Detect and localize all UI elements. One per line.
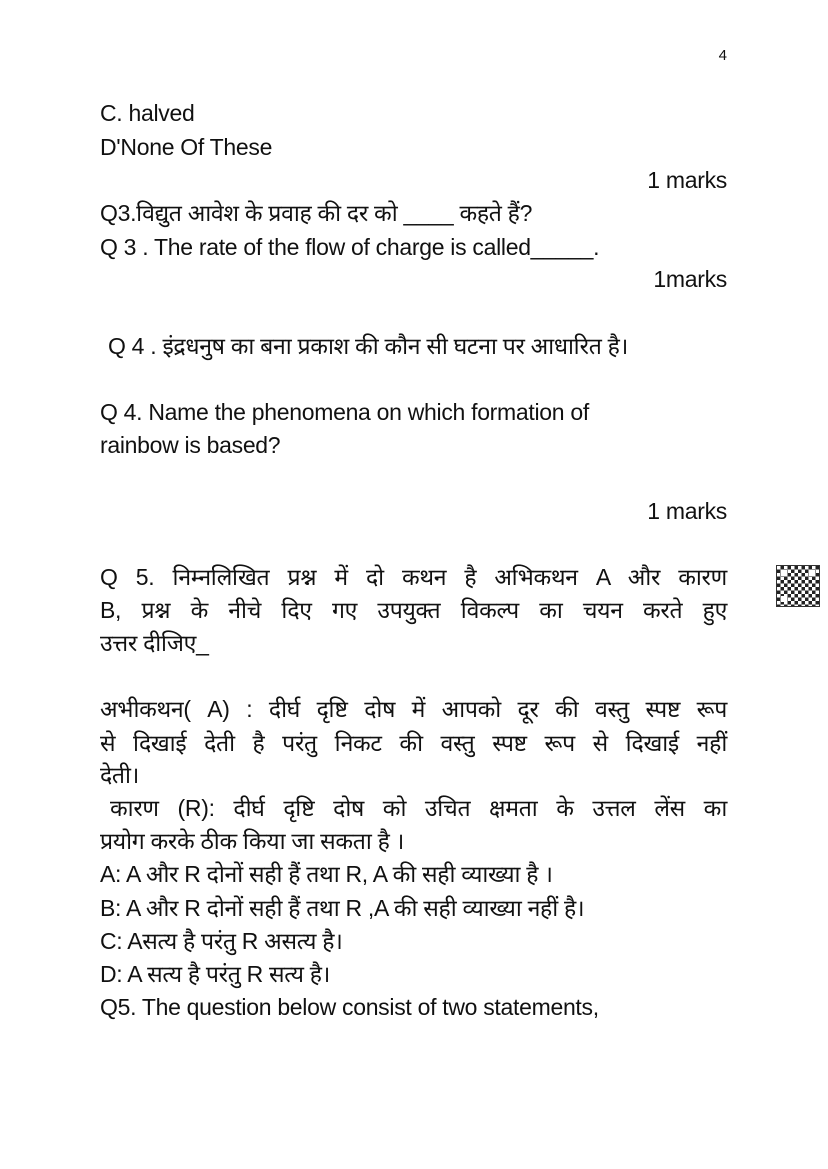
choice-a: A: A और R दोनों सही हैं तथा R, A की सही व्याख्या है । xyxy=(100,861,553,887)
q5-hindi-line3: उत्तर दीजिए_ xyxy=(100,630,209,656)
marks-q4: 1 marks xyxy=(647,498,727,524)
qr-code-icon xyxy=(776,565,820,607)
assertion-line1: अभीकथन( A) : दीर्घ दृष्टि दोष में आपको दूर की वस्तु स्पष्ट रूप xyxy=(100,696,727,722)
q4-english-line1: Q 4. Name the phenomena on which formation of xyxy=(100,399,589,425)
assertion-line2: से दिखाई देती है परंतु निकट की वस्तु स्पष्ट रूप से दिखाई नहीं xyxy=(100,730,727,756)
marks-q2: 1 marks xyxy=(647,167,727,193)
reason-line1: कारण (R): दीर्घ दृष्टि दोष को उचित क्षमता के उत्तल लेंस का xyxy=(110,795,727,821)
q4-hindi: Q 4 . इंद्रधनुष का बना प्रकाश की कौन सी घटना पर आधारित है। xyxy=(108,333,628,359)
reason-line2: प्रयोग करके ठीक किया जा सकता है । xyxy=(100,828,405,854)
q3-hindi: Q3.विद्युत आवेश के प्रवाह की दर को ____ कहते हैं? xyxy=(100,200,533,226)
q3-english: Q 3 . The rate of the flow of charge is called_____. xyxy=(100,234,600,260)
option-c: C. halved xyxy=(100,100,195,126)
q5-english: Q5. The question below consist of two statements, xyxy=(100,994,599,1020)
q4-english-line2: rainbow is based? xyxy=(100,432,281,458)
page-number: 4 xyxy=(718,47,727,64)
q5-hindi-line1: Q 5. निम्नलिखित प्रश्न में दो कथन है अभिकथन A और कारण xyxy=(100,564,727,590)
choice-c: C: Aसत्य है परंतु R असत्य है। xyxy=(100,928,343,954)
marks-q3: 1marks xyxy=(653,266,727,292)
assertion-line3: देती। xyxy=(100,762,140,788)
option-d: D'None Of These xyxy=(100,134,273,160)
q5-hindi-line2: B, प्रश्न के नीचे दिए गए उपयुक्त विकल्प का चयन करते हुए xyxy=(100,597,727,623)
choice-d: D: A सत्य है परंतु R सत्य है। xyxy=(100,961,331,987)
choice-b: B: A और R दोनों सही हैं तथा R ,A की सही व्याख्या नहीं है। xyxy=(100,895,585,921)
